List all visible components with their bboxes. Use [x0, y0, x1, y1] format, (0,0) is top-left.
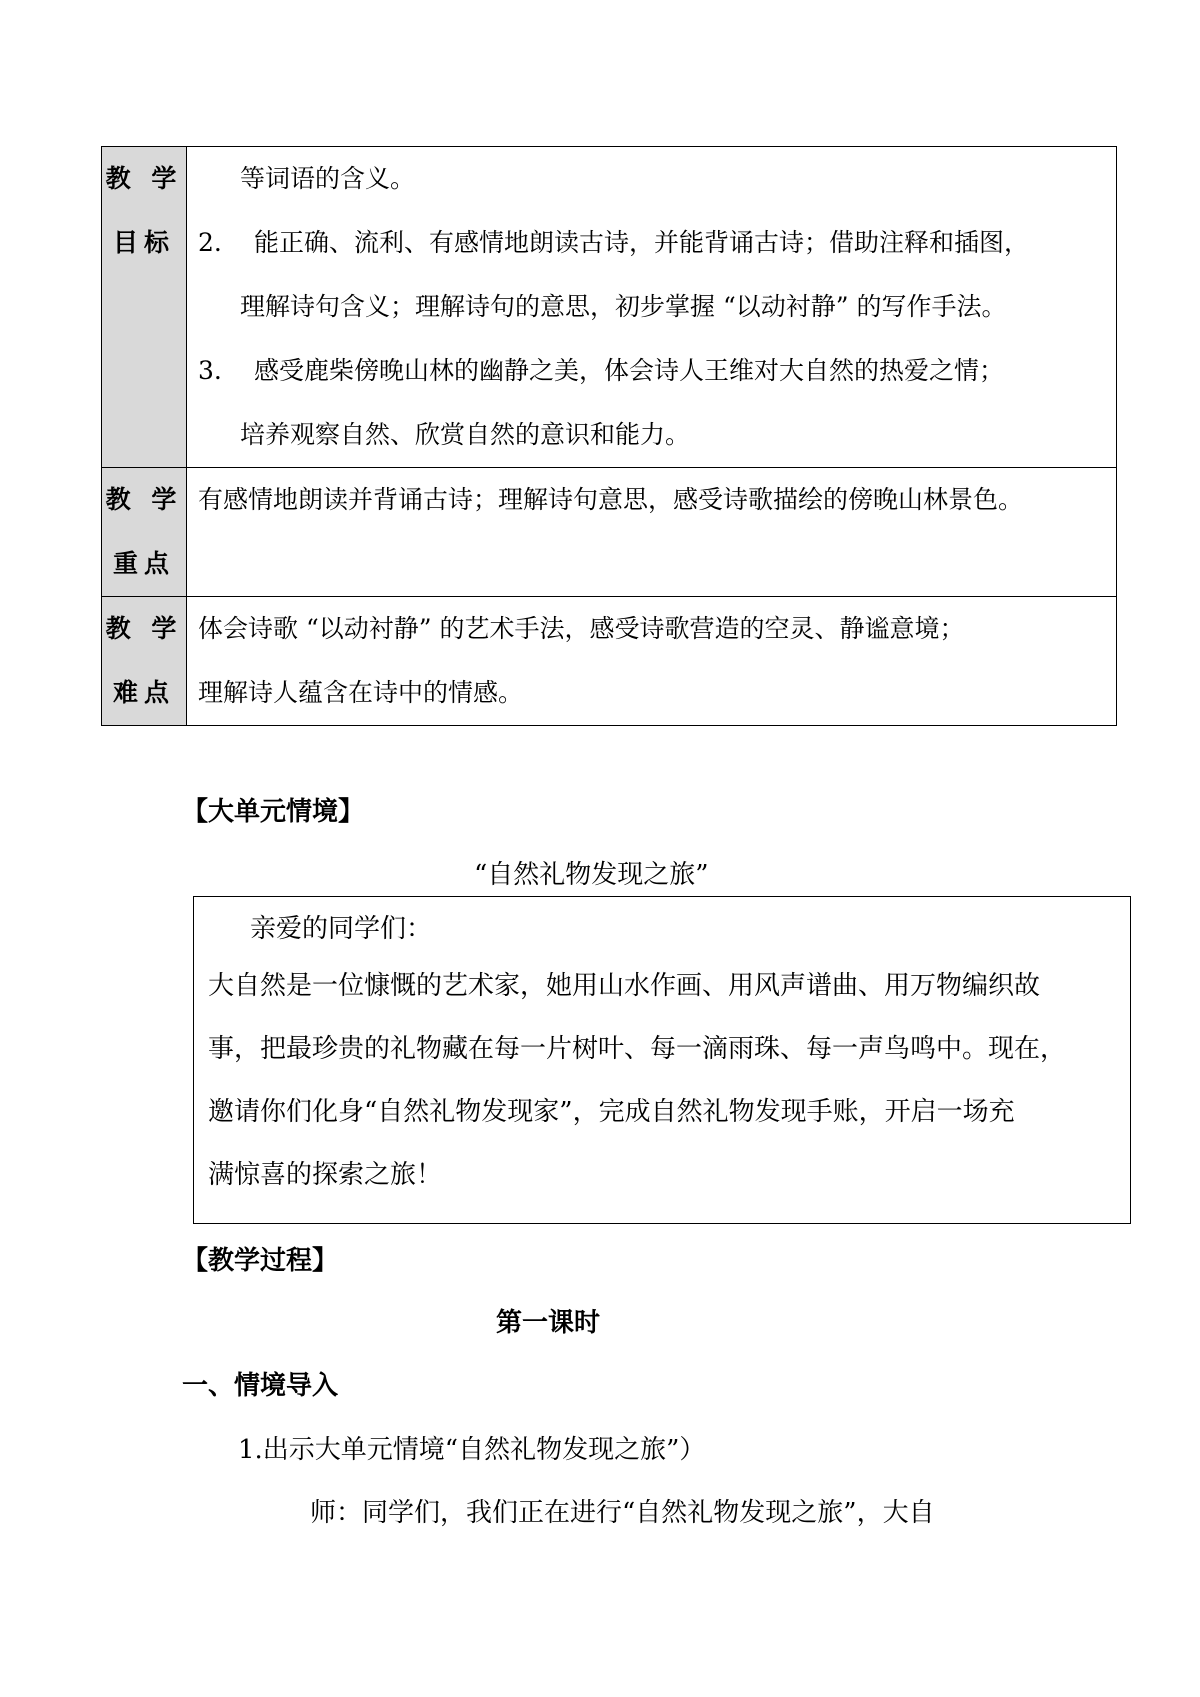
row-header-key-points: 教 学 重点 — [102, 468, 187, 597]
difficulties-text-line: 体会诗歌 “以动衬静” 的艺术手法，感受诗歌营造的空灵、静谧意境； — [198, 614, 965, 643]
row-key-points — [102, 468, 1117, 597]
row-header-objectives: 教 学 目标 — [102, 147, 187, 468]
objective-line — [198, 339, 1106, 403]
objective-text: 感受鹿柴傍晚山林的幽静之美，体会诗人王维对大自然的热爱之情； — [254, 356, 1005, 385]
unit-scenario-title: “自然礼物发现之旅” — [474, 860, 709, 890]
difficulties-content — [187, 597, 1117, 726]
row-header-difficulties: 教 学 难点 — [102, 597, 187, 726]
objective-line — [198, 211, 1106, 275]
scenario-paragraph-line: 大自然是一位慷慨的艺术家，她用山水作画、用风声谱曲、用万物编织故 — [208, 971, 1041, 1001]
difficulties-text-line: 理解诗人蕴含在诗中的情感。 — [198, 678, 524, 707]
unit-scenario-heading: 【大单元情境】 — [182, 797, 365, 827]
objectives-table — [101, 146, 1117, 726]
step-1-text: 1.出示大单元情境“自然礼物发现之旅”） — [238, 1435, 706, 1465]
objective-text: 能正确、流利、有感情地朗读古诗，并能背诵古诗；借助注释和插图， — [254, 228, 1030, 257]
teacher-line: 师：同学们，我们正在进行“自然礼物发现之旅”，大自 — [310, 1498, 935, 1528]
process-heading: 【教学过程】 — [182, 1246, 339, 1276]
objective-line — [198, 147, 1106, 211]
objective-line — [198, 403, 1106, 467]
objective-text: 等词语的含义。 — [240, 164, 416, 193]
scenario-paragraph-line: 满惊喜的探索之旅！ — [208, 1160, 443, 1190]
scenario-paragraph-line: 事，把最珍贵的礼物藏在每一片树叶、每一滴雨珠、每一声鸟鸣中。现在， — [208, 1034, 1067, 1064]
scenario-paragraph-line: 邀请你们化身“自然礼物发现家”，完成自然礼物发现手账，开启一场充 — [208, 1097, 1015, 1127]
objectives-content — [187, 147, 1117, 468]
key-points-text: 有感情地朗读并背诵古诗；理解诗句意思，感受诗歌描绘的傍晚山林景色。 — [198, 485, 1024, 514]
row-difficulties — [102, 597, 1117, 726]
lesson-title: 第一课时 — [496, 1308, 601, 1338]
objective-text: 培养观察自然、欣赏自然的意识和能力。 — [240, 420, 691, 449]
objective-number: 3. — [198, 356, 222, 385]
scenario-box — [193, 896, 1131, 1224]
objective-line — [198, 275, 1106, 339]
key-points-content — [187, 468, 1117, 597]
row-teaching-objectives — [102, 147, 1117, 468]
objective-text: 理解诗句含义；理解诗句的意思，初步掌握 “以动衬静” 的写作手法。 — [240, 292, 1007, 321]
objective-number: 2. — [198, 228, 222, 257]
section-title: 一、情境导入 — [182, 1371, 339, 1401]
scenario-greeting: 亲爱的同学们： — [250, 914, 433, 944]
